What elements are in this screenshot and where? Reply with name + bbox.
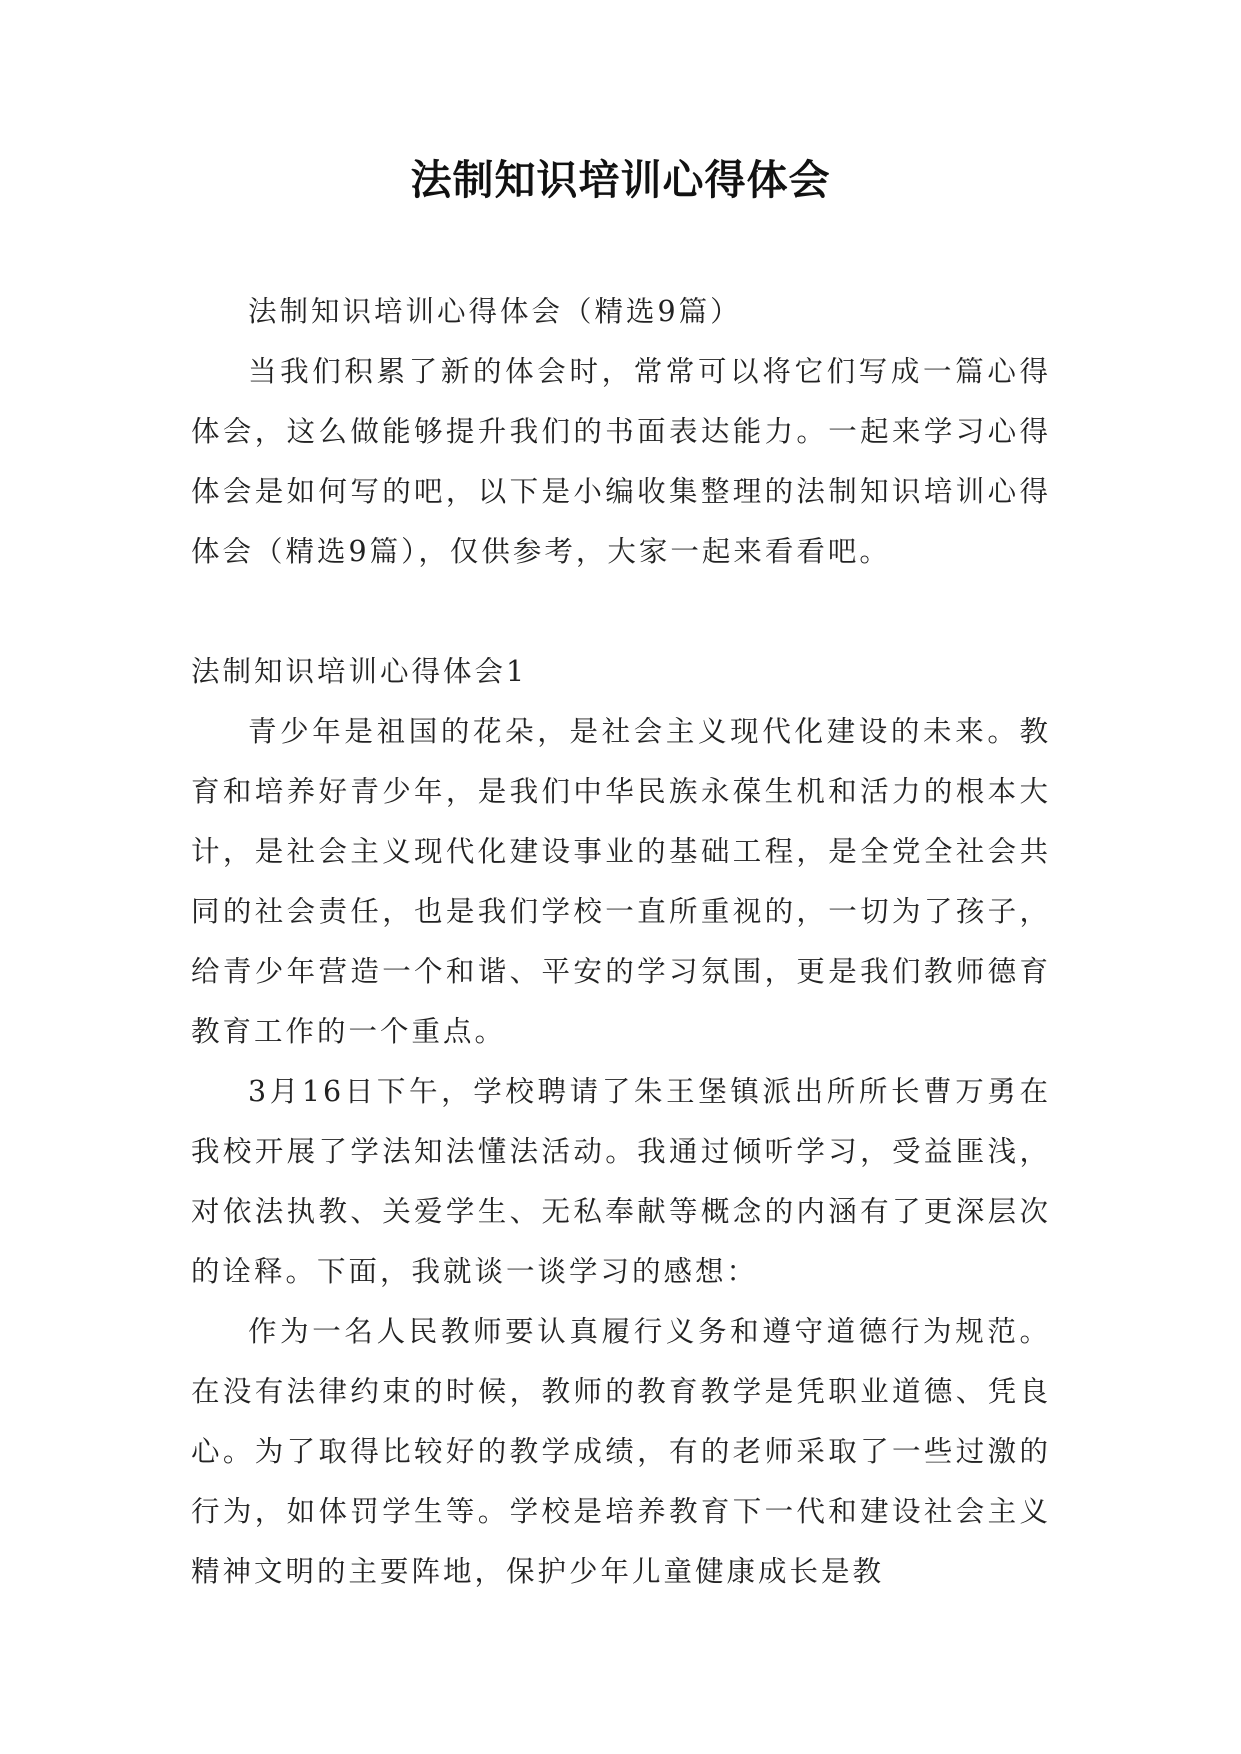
intro-paragraph: 当我们积累了新的体会时，常常可以将它们写成一篇心得体会，这么做能够提升我们的书面表达能力。一起来学习心得体会是如何写的吧，以下是小编收集整理的法制知识培训心得体会（精选9篇），仅供参考，大家一起来看看吧。 xyxy=(191,355,1051,568)
document-body xyxy=(191,282,1051,1602)
section-heading-1: 法制知识培训心得体会1 xyxy=(191,655,528,688)
body-paragraph-1: 青少年是祖国的花朵，是社会主义现代化建设的未来。教育和培养好青少年，是我们中华民族永葆生机和活力的根本大计，是社会主义现代化建设事业的基础工程，是全党全社会共同的社会责任，也是我们学校一直所重视的，一切为了孩子，给青少年营造一个和谐、平安的学习氛围，更是我们教师德育教育工作的一个重点。 xyxy=(191,715,1051,1048)
body-paragraph-2: 3月16日下午，学校聘请了朱王堡镇派出所所长曹万勇在我校开展了学法知法懂法活动。我通过倾听学习，受益匪浅，对依法执教、关爱学生、无私奉献等概念的内涵有了更深层次的诠释。下面，我就谈一谈学习的感想： xyxy=(191,1075,1051,1288)
document-title: 法制知识培训心得体会 xyxy=(410,156,831,204)
body-paragraph-3: 作为一名人民教师要认真履行义务和遵守道德行为规范。在没有法律约束的时候，教师的教育教学是凭职业道德、凭良心。为了取得比较好的教学成绩，有的老师采取了一些过激的行为，如体罚学生等。学校是培养教育下一代和建设社会主义精神文明的主要阵地，保护少年儿童健康成长是教 xyxy=(191,1315,1051,1588)
intro-subtitle: 法制知识培训心得体会（精选9篇） xyxy=(248,295,742,328)
